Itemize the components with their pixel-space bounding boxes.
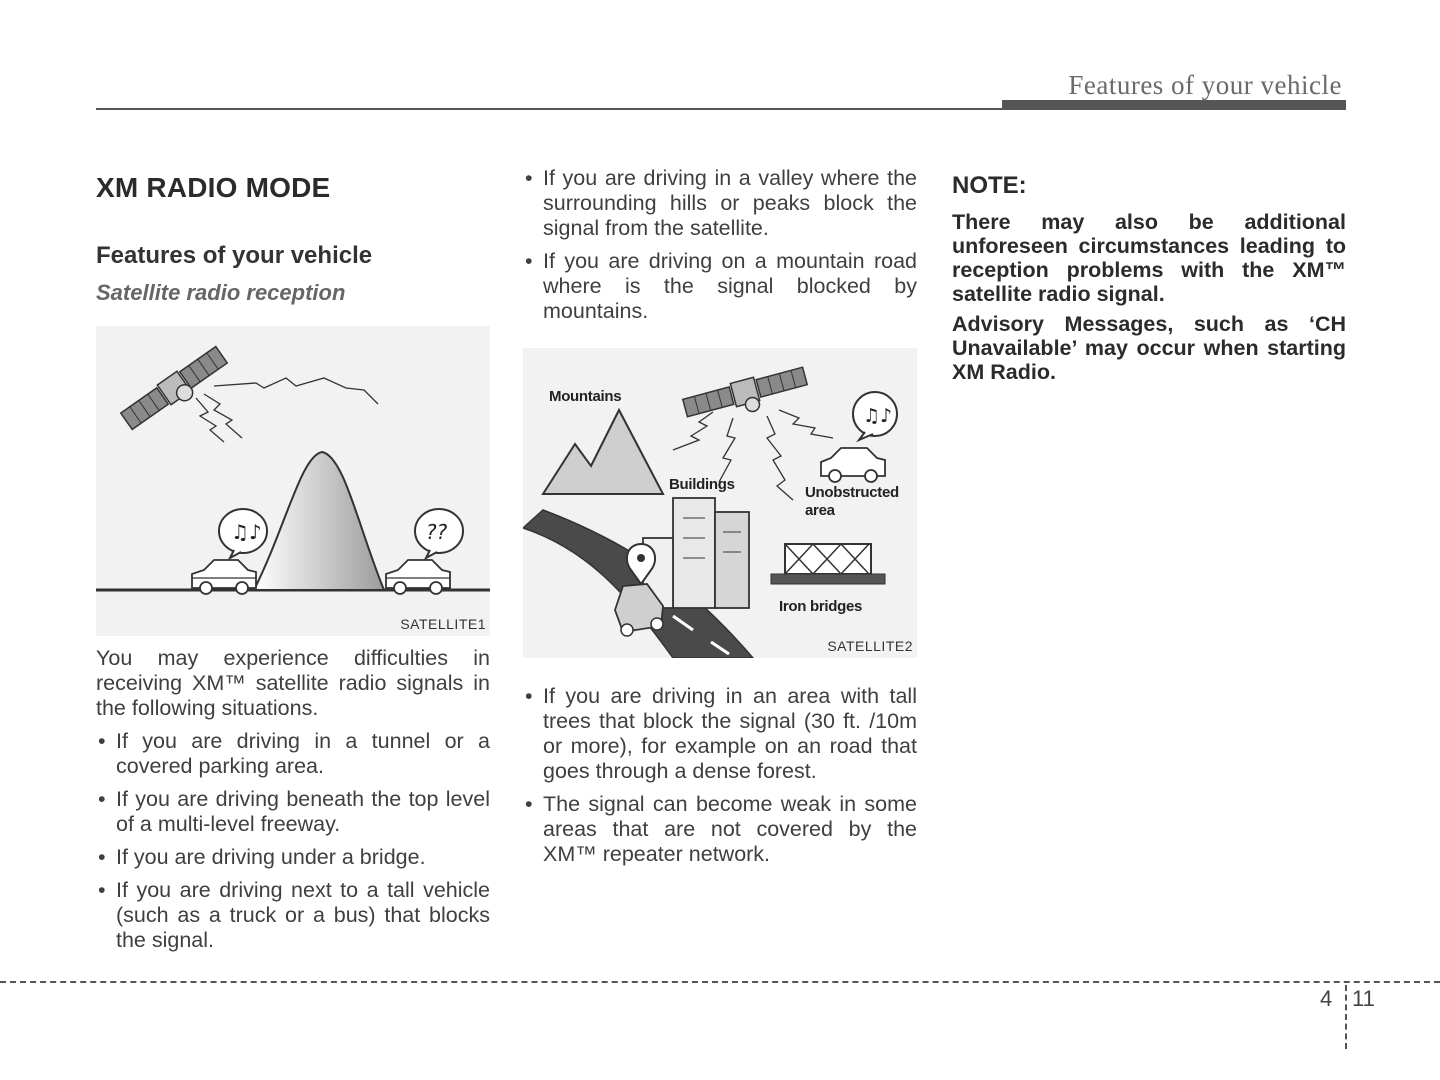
music-bubble-icon	[219, 509, 267, 558]
list-item: • If you are driving under a bridge.	[96, 845, 490, 870]
car-unobstructed-icon	[821, 448, 885, 482]
note-paragraph-1: There may also be additional unforeseen circumstances leading to reception problems with the XM™ satellite radio signal.	[952, 210, 1346, 306]
svg-text:??: ??	[426, 520, 448, 544]
buildings-icon	[643, 498, 749, 608]
situations-list-1	[96, 729, 490, 953]
label-buildings: Buildings	[669, 476, 735, 493]
list-item: • If you are driving on a mountain road where is the signal blocked by mountains.	[523, 249, 917, 324]
chapter-number: 4	[1320, 986, 1333, 1011]
footer-rule	[0, 981, 1440, 983]
list-item: • If you are driving beneath the top level of a multi-level freeway.	[96, 787, 490, 837]
label-unobstructed: Unobstructed	[805, 484, 899, 501]
satellite-mountain-illustration	[96, 326, 490, 636]
column-left-body	[96, 646, 490, 953]
satellite-icon	[120, 345, 232, 436]
situations-list-3	[523, 684, 917, 867]
note-heading: NOTE:	[952, 172, 1027, 199]
satellite-icon	[682, 364, 810, 428]
label-area: area	[805, 502, 835, 519]
list-item: • If you are driving in an area with tall trees that block the signal (30 ft. /10m or more), for example on an road that goes through a dense forest.	[523, 684, 917, 784]
running-header-title: Features of your vehicle	[1068, 70, 1342, 100]
music-bubble-icon	[853, 392, 897, 440]
svg-text:♫♪: ♫♪	[231, 520, 262, 544]
page-number: 11	[1352, 986, 1375, 1011]
column-middle-body-bottom	[523, 684, 917, 867]
column-middle	[523, 166, 917, 875]
label-mountains: Mountains	[549, 388, 622, 405]
section-title: XM RADIO MODE	[96, 172, 331, 203]
label-iron-bridges: Iron bridges	[779, 598, 863, 615]
figure-satellite1	[96, 326, 490, 636]
iron-bridge-icon	[771, 544, 885, 584]
list-item: • The signal can become weak in some areas that are not covered by the XM™ repeater network.	[523, 792, 917, 867]
figure-satellite2	[523, 348, 917, 658]
column-middle-body-top	[523, 166, 917, 324]
column-left	[96, 166, 490, 961]
subsection-title: Features of your vehicle	[96, 242, 373, 269]
question-bubble-icon	[415, 509, 463, 558]
list-item: • If you are driving in a tunnel or a covered parking area.	[96, 729, 490, 779]
situations-list-2	[523, 166, 917, 324]
header-bar	[1002, 100, 1346, 109]
column-right	[952, 166, 1346, 390]
svg-text:♫♪: ♫♪	[863, 405, 893, 427]
note-paragraph-2: Advisory Messages, such as ‘CH Unavailable’ may occur when starting XM Radio.	[952, 312, 1346, 384]
intro-paragraph: You may experience difficulties in receiving XM™ satellite radio signals in the following situations.	[96, 646, 490, 720]
topic-title: Satellite radio reception	[96, 280, 346, 305]
list-item: • If you are driving in a valley where the surrounding hills or peaks block the signal from the satellite.	[523, 166, 917, 241]
footer-divider	[1345, 985, 1347, 1049]
figure1-caption: SATELLITE1	[400, 616, 486, 632]
figure2-caption: SATELLITE2	[827, 638, 913, 654]
list-item: • If you are driving next to a tall vehicle (such as a truck or a bus) that blocks the signal.	[96, 878, 490, 953]
